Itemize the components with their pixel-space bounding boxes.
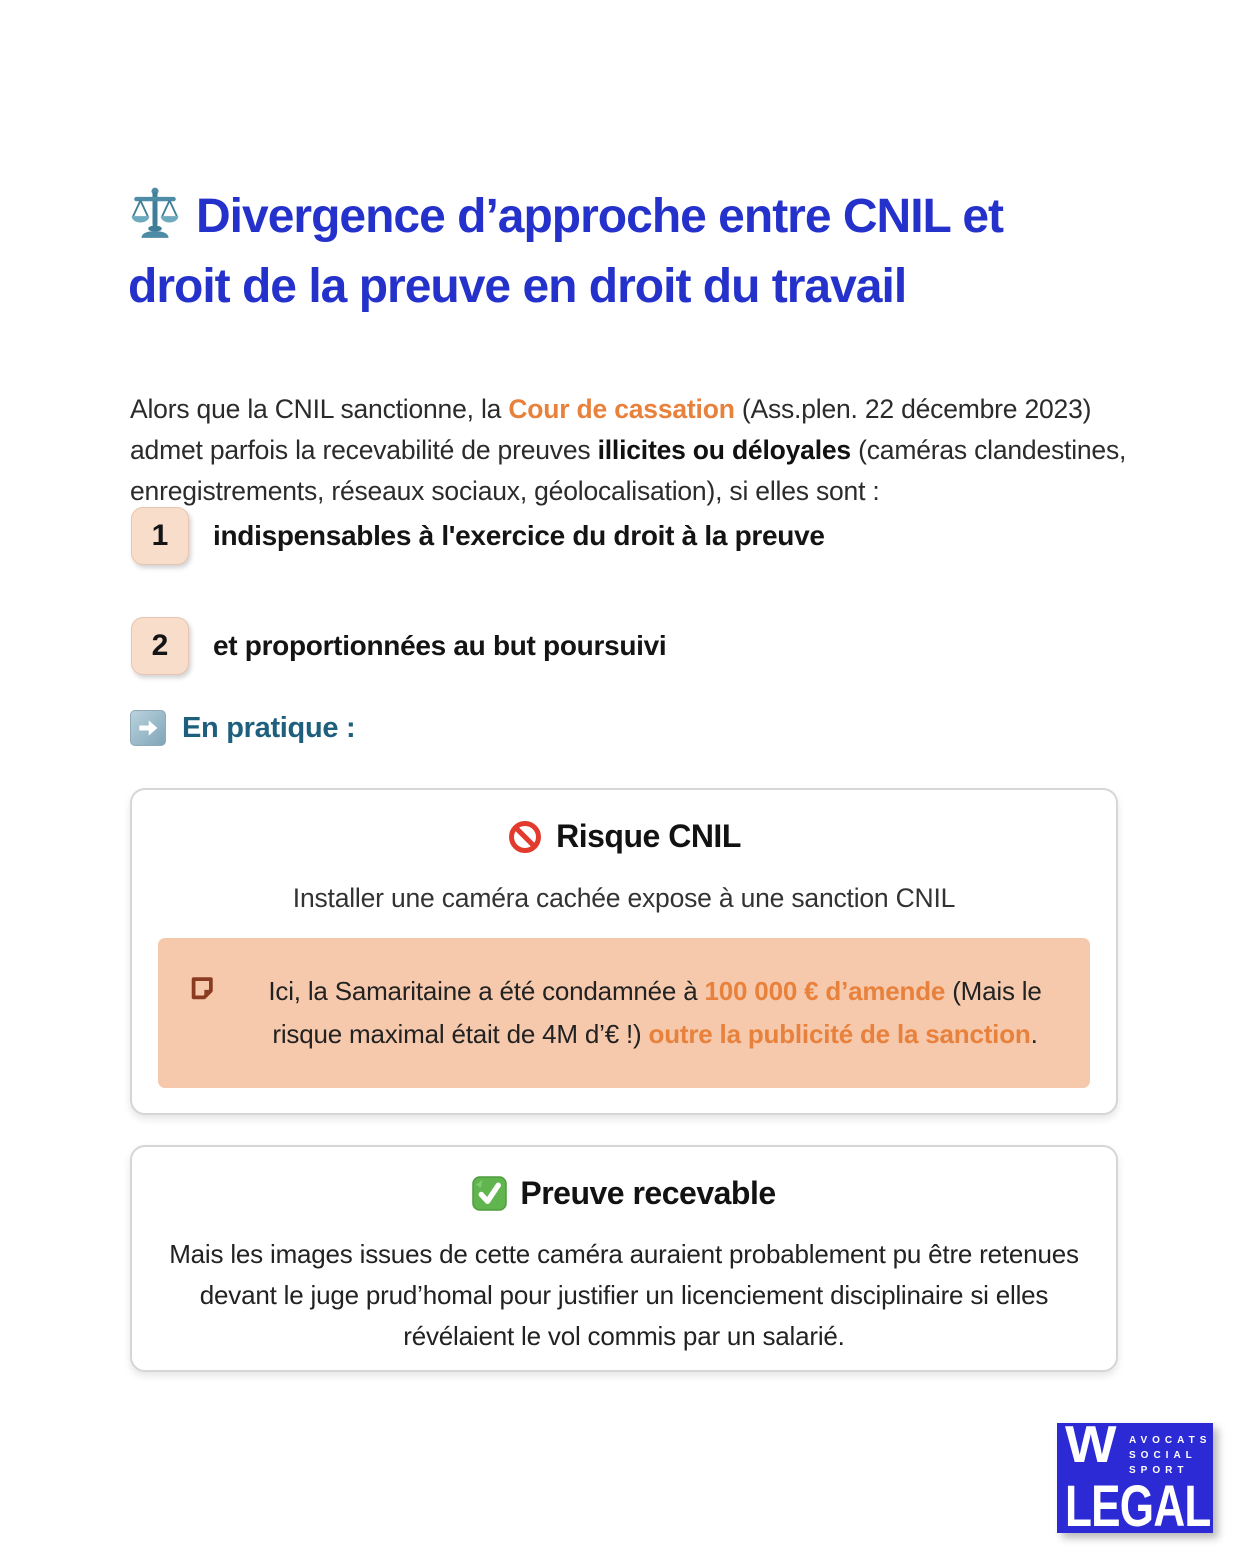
card-risque-title-row xyxy=(132,818,1116,855)
condition-item-2 xyxy=(131,617,666,675)
logo-w-letter: W xyxy=(1065,1416,1117,1474)
no-entry-icon xyxy=(507,819,543,855)
card-preuve-recevable xyxy=(130,1145,1118,1372)
en-pratique-heading xyxy=(130,710,355,746)
logo-tagline-sport: SPORT xyxy=(1129,1465,1189,1476)
note-part1: Ici, la Samaritaine a été condamnée à xyxy=(268,976,705,1006)
condition-number-badge: 2 xyxy=(131,617,189,675)
condition-label: et proportionnées au but poursuivi xyxy=(213,630,667,661)
page-title xyxy=(128,186,1158,318)
card-preuve-title-row xyxy=(132,1175,1116,1212)
note-part3: . xyxy=(1030,1019,1038,1049)
intro-paragraph xyxy=(130,389,1130,512)
title-line2: droit de la preuve en droit du travail xyxy=(128,260,907,313)
intro-part3: (caméras clandestines, enregistrements, réseaux sociaux, géolocalisation), si elles sont : xyxy=(130,434,1127,506)
sanction-highlight-box xyxy=(158,938,1090,1088)
wlegal-logo xyxy=(1057,1416,1213,1540)
card-risque-subtitle: Installer une caméra cachée expose à une sanction CNIL xyxy=(292,883,956,913)
sanction-note-text xyxy=(242,938,1068,1088)
intro-part1: Alors que la CNIL sanctionne, la xyxy=(130,393,509,424)
card-preuve-title: Preuve recevable xyxy=(520,1175,776,1211)
intro-part2: (Ass.plen. 22 décembre 2023) admet parfois la recevabilité de preuves xyxy=(130,393,1092,465)
logo-legal-word: LEGAL xyxy=(1065,1474,1211,1540)
card-risque-title: Risque CNIL xyxy=(556,818,741,854)
condition-number-badge: 1 xyxy=(131,507,189,565)
note-amount: 100 000 € d’amende xyxy=(704,976,946,1006)
logo-tagline xyxy=(1129,1433,1211,1478)
condition-item-1 xyxy=(131,507,825,565)
card-risque-cnil xyxy=(130,788,1118,1115)
balance-scales-icon xyxy=(128,186,182,256)
logo-tagline-social: SOCIAL xyxy=(1129,1450,1197,1461)
title-line1: Divergence d’approche entre CNIL et xyxy=(196,190,1004,243)
en-pratique-label: En pratique : xyxy=(182,711,356,744)
right-arrow-icon xyxy=(130,710,166,746)
note-sanction: outre la publicité de la sanction xyxy=(648,1019,1031,1049)
check-mark-icon xyxy=(472,1176,507,1211)
condition-label: indispensables à l'exercice du droit à la preuve xyxy=(213,520,825,551)
note-icon xyxy=(188,974,216,1007)
logo-tagline-avocats: AVOCATS xyxy=(1129,1435,1212,1446)
intro-cour-de-cassation: Cour de cassation xyxy=(508,393,735,424)
intro-illicites: illicites ou déloyales xyxy=(597,434,851,465)
card-preuve-body: Mais les images issues de cette caméra auraient probablement pu être retenues devant le juge prud’homal pour justifier un licenciement disciplinaire si elles révélaient le vol commis par un salarié. xyxy=(169,1239,1079,1351)
note-part2: (Mais le risque maximal était de 4M d’€ !) xyxy=(272,976,1042,1049)
